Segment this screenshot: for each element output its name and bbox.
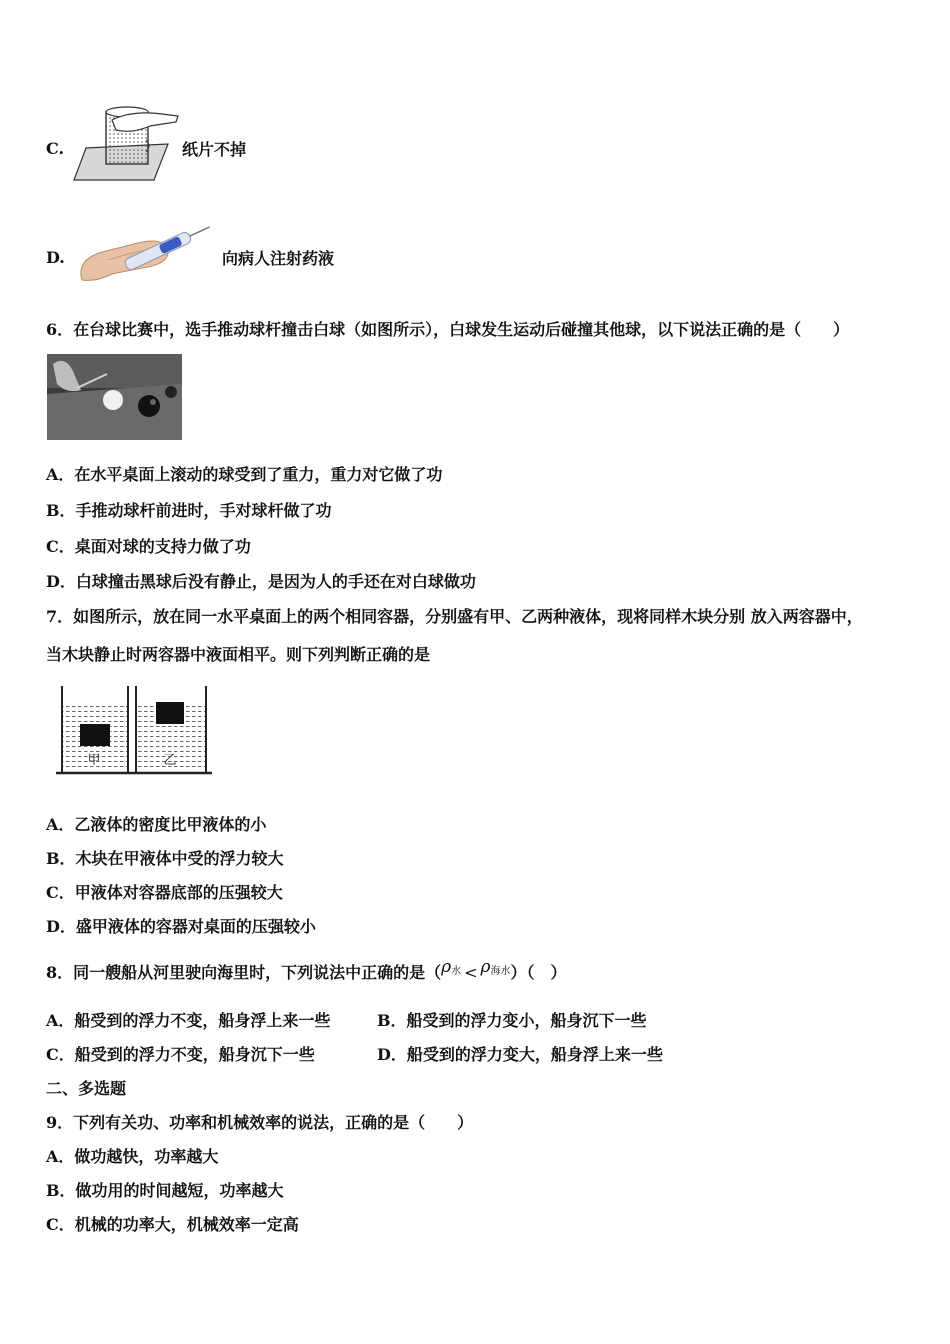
- section-title-multiple-choice: 二、多选题: [46, 1079, 127, 1098]
- two-containers-figure: [54, 684, 214, 780]
- sub-water: 水: [451, 966, 462, 977]
- q7-stem-line2: 当木块静止时两容器中液面相平。则下列判断正确的是: [46, 645, 431, 664]
- q5-option-d-letter: D.: [46, 248, 65, 267]
- q6-option-c: C．桌面对球的支持力做了功: [46, 537, 251, 556]
- container-label-jia: 甲: [87, 753, 101, 768]
- syringe-figure: [72, 208, 217, 286]
- q7-stem-line1: 7．如图所示，放在同一水平桌面上的两个相同容器，分别盛有甲、乙两种液体，现将同样木块分别 放入两容器中，: [46, 607, 863, 626]
- q8-stem: [46, 957, 567, 986]
- q5-option-c-caption: 纸片不掉: [182, 140, 247, 159]
- q8-option-d: D．船受到的浮力变大，船身浮上来一些: [377, 1045, 663, 1064]
- less-than-symbol: <: [464, 963, 478, 982]
- sub-sea-water: 海水: [490, 966, 511, 977]
- q8-stem-suffix: ）（ ）: [510, 963, 567, 982]
- q7-option-b: B．木块在甲液体中受的浮力较大: [46, 849, 284, 868]
- q9-option-c: C．机械的功率大，机械效率一定高: [46, 1215, 299, 1234]
- q5-option-c-letter: C.: [46, 139, 65, 158]
- container-label-yi: 乙: [163, 753, 177, 768]
- q9-option-a: A．做功越快，功率越大: [46, 1147, 219, 1166]
- q8-stem-prefix: 8．同一艘船从河里驶向海里时，下列说法中正确的是（: [46, 963, 442, 982]
- q9-option-b: B．做功用的时间越短，功率越大: [46, 1181, 284, 1200]
- q9-stem: 9．下列有关功、功率和机械效率的说法，正确的是（ ）: [46, 1113, 474, 1132]
- q8-option-c: C．船受到的浮力不变，船身沉下一些: [46, 1045, 315, 1064]
- q6-option-a: A．在水平桌面上滚动的球受到了重力，重力对它做了功: [46, 465, 443, 484]
- q5-option-d-caption: 向病人注射药液: [222, 249, 335, 268]
- q7-option-a: A．乙液体的密度比甲液体的小: [46, 815, 267, 834]
- billiards-photo: [47, 354, 182, 440]
- q6-option-b: B．手推动球杆前进时，手对球杆做了功: [46, 501, 332, 520]
- q8-option-b: B．船受到的浮力变小，船身沉下一些: [377, 1011, 647, 1030]
- q7-option-d: D．盛甲液体的容器对桌面的压强较小: [46, 917, 316, 936]
- q8-option-a: A．船受到的浮力不变，船身浮上来一些: [46, 1011, 331, 1030]
- q6-option-d: D．白球撞击黑球后没有静止，是因为人的手还在对白球做功: [46, 572, 476, 591]
- rho-symbol-2: ρ: [480, 957, 491, 977]
- q7-option-c: C．甲液体对容器底部的压强较大: [46, 883, 283, 902]
- rho-symbol: ρ: [441, 957, 452, 977]
- q6-stem: 6．在台球比赛中，选手推动球杆撞击白球（如图所示），白球发生运动后碰撞其他球，以下说法正确的是（ ）: [46, 320, 850, 339]
- paper-cup-figure: [72, 100, 182, 184]
